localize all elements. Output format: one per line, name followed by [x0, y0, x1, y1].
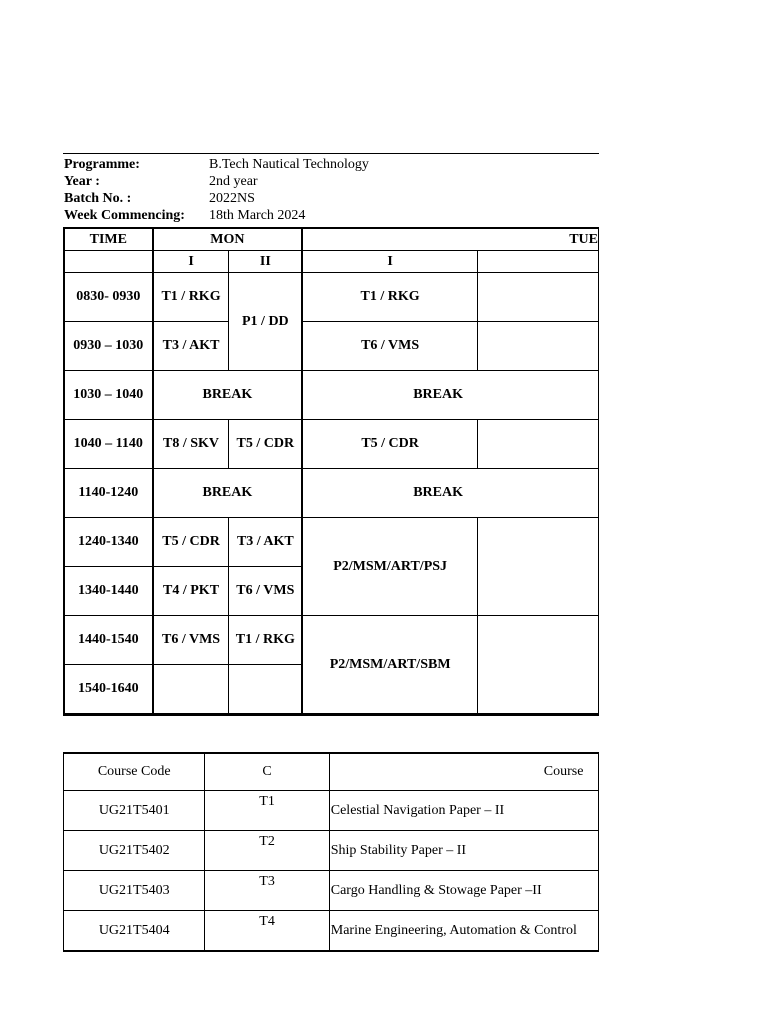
- slot-time: 1340-1440: [64, 567, 153, 616]
- timetable: [63, 227, 599, 716]
- tue-ii-cell: [478, 518, 599, 616]
- slot-time: 1030 – 1040: [64, 371, 153, 420]
- course-row: [64, 911, 599, 952]
- mon-i-cell: T4 / PKT: [153, 567, 229, 616]
- tue-i-cell: T1 / RKG: [302, 273, 477, 322]
- mon-column-header: MON: [153, 228, 303, 251]
- year-value: 2nd year: [209, 174, 258, 189]
- tue-session-i: I: [302, 251, 477, 273]
- mon-session-i: I: [153, 251, 229, 273]
- mon-i-cell: T1 / RKG: [153, 273, 229, 322]
- slot-row: [64, 420, 599, 469]
- tue-ii-cell: [478, 322, 599, 371]
- course-code-header: Course Code: [64, 753, 205, 791]
- mon-i-cell: T3 / AKT: [153, 322, 229, 371]
- timetable-day-header: [64, 228, 599, 251]
- course-code: UG21T5403: [64, 871, 205, 911]
- course-c: T3: [205, 871, 329, 911]
- mon-ii-cell: T3 / AKT: [229, 518, 302, 567]
- tue-ii-cell: [478, 420, 599, 469]
- year-label: Year :: [64, 174, 100, 189]
- tue-i-cell: P2/MSM/ART/PSJ: [302, 518, 477, 616]
- course-name: Cargo Handling & Stowage Paper –II: [329, 871, 598, 911]
- mon-session-ii: II: [229, 251, 302, 273]
- slot-time: 1240-1340: [64, 518, 153, 567]
- mon-i-cell: T6 / VMS: [153, 616, 229, 665]
- course-name: Ship Stability Paper – II: [329, 831, 598, 871]
- slot-row: [64, 469, 599, 518]
- slot-time: 1440-1540: [64, 616, 153, 665]
- slot-row: [64, 518, 599, 567]
- programme-label: Programme:: [64, 157, 140, 172]
- tue-i-cell: P2/MSM/ART/SBM: [302, 616, 477, 715]
- course-code: UG21T5401: [64, 791, 205, 831]
- course-name-header: Course: [329, 753, 598, 791]
- mon-ii-cell: T6 / VMS: [229, 567, 302, 616]
- time-column-header: TIME: [64, 228, 153, 251]
- slot-time: 0830- 0930: [64, 273, 153, 322]
- slot-time: 0930 – 1030: [64, 322, 153, 371]
- course-c: T4: [205, 911, 329, 952]
- top-rule: [63, 153, 599, 154]
- time-subheader-empty: [64, 251, 153, 273]
- tue-ii-cell: [478, 616, 599, 715]
- batch-value: 2022NS: [209, 191, 255, 206]
- course-code: UG21T5404: [64, 911, 205, 952]
- course-c: T1: [205, 791, 329, 831]
- course-name: Celestial Navigation Paper – II: [329, 791, 598, 831]
- tue-ii-cell: [478, 273, 599, 322]
- mon-ii-cell: P1 / DD: [229, 273, 302, 371]
- week-label: Week Commencing:: [64, 208, 185, 223]
- tue-i-cell: T6 / VMS: [302, 322, 477, 371]
- tue-session-ii: [478, 251, 599, 273]
- mon-break-cell: BREAK: [153, 469, 303, 518]
- mon-break-cell: BREAK: [153, 371, 303, 420]
- course-code: UG21T5402: [64, 831, 205, 871]
- slot-row: [64, 371, 599, 420]
- mon-i-cell: T8 / SKV: [153, 420, 229, 469]
- tue-break-cell: BREAK: [302, 469, 598, 518]
- course-name: Marine Engineering, Automation & Control: [329, 911, 598, 952]
- course-c-header: C: [205, 753, 329, 791]
- mon-i-cell: [153, 665, 229, 715]
- mon-ii-cell: T1 / RKG: [229, 616, 302, 665]
- timetable-session-header: [64, 251, 599, 273]
- week-value: 18th March 2024: [209, 208, 306, 223]
- course-row: [64, 791, 599, 831]
- mon-i-cell: T5 / CDR: [153, 518, 229, 567]
- course-row: [64, 831, 599, 871]
- mon-ii-cell: T5 / CDR: [229, 420, 302, 469]
- tue-column-header: TUE: [302, 228, 598, 251]
- slot-row: [64, 322, 599, 371]
- slot-time: 1140-1240: [64, 469, 153, 518]
- slot-row: [64, 616, 599, 665]
- programme-value: B.Tech Nautical Technology: [209, 157, 369, 172]
- course-code-table: [63, 752, 599, 952]
- course-row: [64, 871, 599, 911]
- course-c: T2: [205, 831, 329, 871]
- slot-time: 1540-1640: [64, 665, 153, 715]
- mon-ii-cell: [229, 665, 302, 715]
- course-header-row: [64, 753, 599, 791]
- slot-time: 1040 – 1140: [64, 420, 153, 469]
- slot-row: [64, 273, 599, 322]
- batch-label: Batch No. :: [64, 191, 132, 206]
- tue-break-cell: BREAK: [302, 371, 598, 420]
- tue-i-cell: T5 / CDR: [302, 420, 477, 469]
